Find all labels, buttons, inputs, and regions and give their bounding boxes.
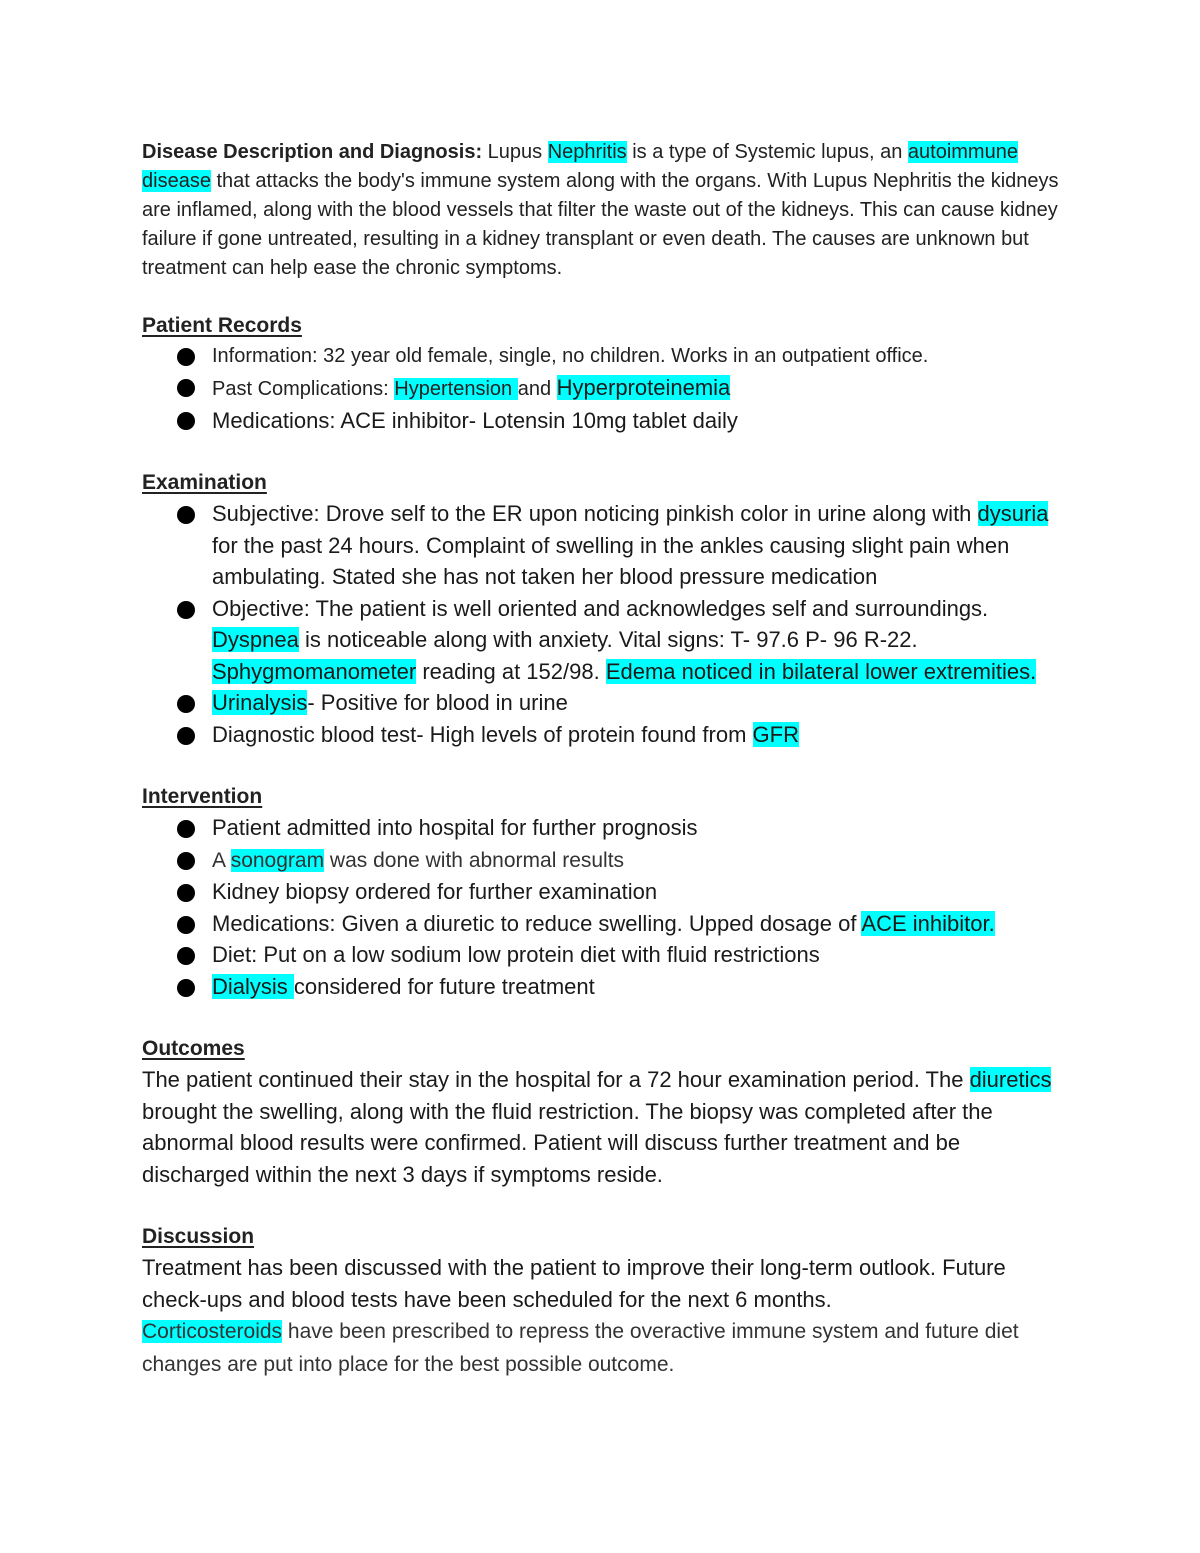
highlight-gfr: GFR [752,721,799,747]
list-item [142,719,1072,751]
intro-lead: Disease Description and Diagnosis: [142,141,483,163]
list-item [142,372,1072,405]
list-item [142,876,1072,908]
highlight-hypertension: Hypertension [394,378,518,400]
list-item [142,844,1072,877]
para-text: have been prescribed to repress the overactive immune system and future diet changes are put into place for the best possible outcome. [142,1320,1019,1376]
list-item [142,593,1072,688]
bullet-icon [177,727,195,745]
highlight-diuretics: diuretics [969,1067,1052,1092]
highlight-nephritis: Nephritis [547,141,627,163]
bullet-icon [177,348,195,366]
patient-records-list [142,341,1072,436]
bullet-icon [177,979,195,997]
highlight-dialysis: Dialysis [212,973,294,999]
item-text: A [212,848,231,872]
list-item [142,939,1072,971]
heading-discussion: Discussion [142,1225,255,1248]
document-body [142,138,1072,1380]
list-item [142,341,1072,372]
item-text: Subjective: Drove self to the ER upon noticing pinkish color in urine along with [212,501,978,526]
outcomes-paragraph [142,1064,1072,1190]
bullet-icon [177,884,195,902]
item-text: Objective: The patient is well oriented and acknowledges self and surroundings. [212,595,989,621]
highlight-ace-inhibitor: ACE inhibitor. [861,910,995,936]
bullet-icon [177,506,195,524]
item-text: considered for future treatment [293,973,595,999]
intro-paragraph [142,138,1072,283]
item-text: reading at 152/98. [416,658,606,684]
para-text: Treatment has been discussed with the patient to improve their long-term outlook. Future check-ups and blood tests have been scheduled for the next 6 months. [142,1255,1006,1312]
heading-examination: Examination [142,471,267,494]
highlight-dyspnea: Dyspnea [212,627,299,652]
item-text: Diet: Put on a low sodium low protein diet with fluid restrictions [212,942,820,967]
bullet-icon [177,412,195,430]
para-text: The patient continued their stay in the hospital for a 72 hour examination period. The [142,1067,970,1092]
item-text: Patient admitted into hospital for further prognosis [212,815,698,840]
list-item [142,498,1072,593]
examination-list [142,498,1072,750]
bullet-icon [177,601,195,619]
highlight-hyperproteinemia: Hyperproteinemia [556,375,731,400]
item-text: Medications: Given a diuretic to reduce swelling. Upped dosage of [212,910,862,936]
heading-outcomes: Outcomes [142,1037,245,1060]
intervention-list [142,812,1072,1002]
list-item [142,687,1072,719]
item-text: Diagnostic blood test- High levels of protein found from [212,721,753,747]
heading-patient-records: Patient Records [142,314,302,337]
para-text: brought the swelling, along with the fluid restriction. The biopsy was completed after the abnormal blood results were confirmed. Patient will discuss further treatment and be discharged within the next 3 days if symptoms reside. [142,1098,993,1187]
list-item [142,812,1072,844]
bullet-icon [177,852,195,870]
highlight-autoimmune: autoimmune disease [142,141,1018,192]
item-text: and [517,378,557,400]
item-text: is noticeable along with anxiety. Vital signs: T- 97.6 P- 96 R-22. [298,627,918,652]
bullet-icon [177,916,195,934]
heading-intervention: Intervention [142,785,263,808]
highlight-sonogram: sonogram [230,848,325,872]
item-text: Past Complications: [212,378,395,400]
intro-text: that attacks the body's immune system along with the organs. With Lupus Nephritis the kidneys are inflamed, along with the blood vessels that filter the waste out of the kidneys. This can cause kidney failure if gone untreated, resulting in a kidney transplant or even death. The causes are unknown but treatment can help ease the chronic symptoms. [142,170,1059,279]
bullet-icon [177,947,195,965]
item-text: for the past 24 hours. Complaint of swelling in the ankles causing slight pain when ambulating. Stated she has not taken her blood pressure medication [212,532,1010,589]
highlight-urinalysis: Urinalysis [212,690,308,715]
bullet-icon [177,379,195,397]
bullet-icon [177,820,195,838]
item-text: Information: 32 year old female, single, no children. Works in an outpatient office. [212,345,929,367]
bullet-icon [177,695,195,713]
list-item [142,908,1072,940]
list-item [142,405,1072,436]
highlight-sphygmomanometer: Sphygmomanometer [212,658,417,684]
discussion-paragraph [142,1252,1072,1380]
intro-text: is a type of Systemic lupus, an [626,141,908,163]
highlight-dysuria: dysuria [977,501,1049,526]
item-text: was done with abnormal results [324,848,625,872]
item-text: Kidney biopsy ordered for further examination [212,879,658,904]
highlight-edema: Edema noticed in bilateral lower extremities. [605,658,1037,684]
highlight-corticosteroids: Corticosteroids [142,1320,283,1343]
intro-text: Lupus [482,141,548,163]
list-item [142,971,1072,1003]
item-text: Medications: ACE inhibitor- Lotensin 10mg tablet daily [212,408,738,433]
item-text: - Positive for blood in urine [307,690,568,715]
